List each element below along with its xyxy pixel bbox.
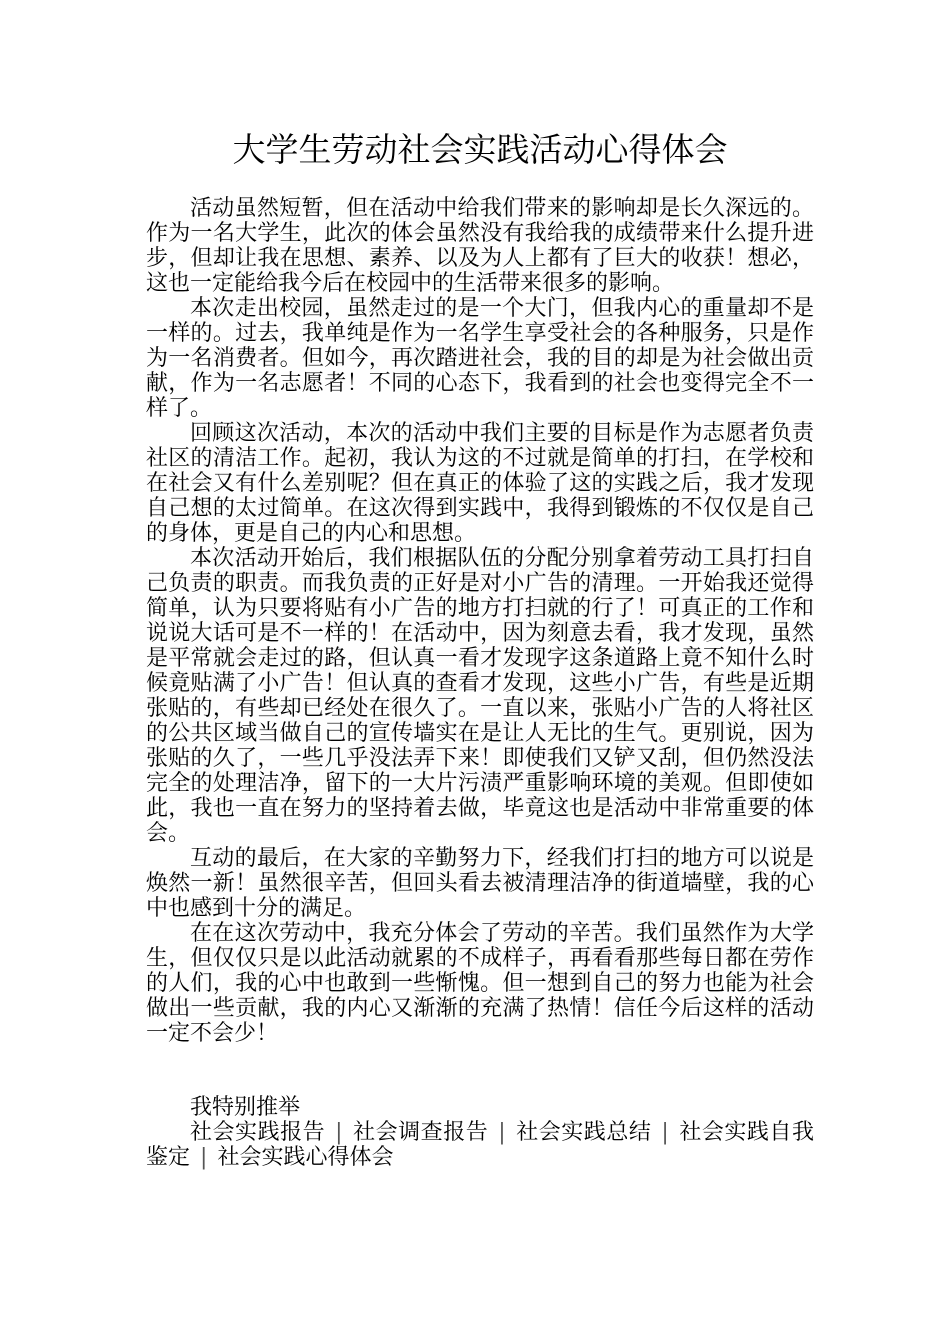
paragraph-3: 回顾这次活动，本次的活动中我们主要的目标是作为志愿者负责社区的清洁工作。起初，我认为这的不过就是简单的打扫，在学校和在社会又有什么差别呢？但在真正的体验了这的实践之后，我才发现自己想的太过简单。在这次得到实践中，我得到锻炼的不仅仅是自己的身体，更是自己的内心和思想。 bbox=[146, 421, 814, 546]
link-social-practice-reflections[interactable]: 社会实践心得体会 bbox=[217, 1145, 394, 1170]
link-social-practice-self-appraisal[interactable]: 社会实践自我鉴定 bbox=[146, 1120, 814, 1170]
document-body bbox=[146, 196, 814, 1046]
document-title: 大学生劳动社会实践活动心得体会 bbox=[232, 130, 728, 169]
link-social-practice-report[interactable]: 社会实践报告 bbox=[190, 1120, 326, 1145]
paragraph-5: 互动的最后，在大家的辛勤努力下，经我们打扫的地方可以说是焕然一新！虽然很辛苦，但回头看去被清理洁净的街道墙壁，我的心中也感到十分的满足。 bbox=[146, 846, 814, 921]
link-separator: | bbox=[335, 1120, 343, 1145]
paragraph-6: 在在这次劳动中，我充分体会了劳动的辛苦。我们虽然作为大学生，但仅仅只是以此活动就累的不成样子，再看看那些每日都在劳作的人们，我的心中也敢到一些惭愧。但一想到自己的努力也能为社会做出一些贡献，我的内心又渐渐的充满了热情！信任今后这样的活动一定不会少！ bbox=[146, 921, 814, 1046]
recommend-links bbox=[146, 1120, 814, 1170]
link-social-practice-summary[interactable]: 社会实践总结 bbox=[515, 1120, 652, 1145]
paragraph-4: 本次活动开始后，我们根据队伍的分配分别拿着劳动工具打扫自己负责的职责。而我负责的正好是对小广告的清理。一开始我还觉得简单，认为只要将贴有小广告的地方打扫就的行了！可真正的工作和说说大话可是不一样的！在活动中，因为刻意去看，我才发现，虽然是平常就会走过的路，但认真一看才发现字这条道路上竟不知什么时候竟贴满了小广告！但认真的查看才发现，这些小广告，有些是近期张贴的，有些却已经处在很久了。一直以来，张贴小广告的人将社区的公共区域当做自己的宣传墙实在是让人无比的生气。更别说，因为张贴的久了，一些几乎没法弄下来！即使我们又铲又刮，但仍然没法完全的处理洁净，留下的一大片污渍严重影响环境的美观。但即使如此，我也一直在努力的坚持着去做，毕竟这也是活动中非常重要的体会。 bbox=[146, 546, 814, 846]
recommend-section bbox=[146, 1095, 814, 1170]
link-separator: | bbox=[200, 1145, 208, 1170]
paragraph-2: 本次走出校园，虽然走过的是一个大门，但我内心的重量却不是一样的。过去，我单纯是作为一名学生享受社会的各种服务，只是作为一名消费者。但如今，再次踏进社会，我的目的却是为社会做出贡献，作为一名志愿者！不同的心态下，我看到的社会也变得完全不一样了。 bbox=[146, 296, 814, 421]
link-separator: | bbox=[498, 1120, 506, 1145]
paragraph-1: 活动虽然短暂，但在活动中给我们带来的影响却是长久深远的。作为一名大学生，此次的体会虽然没有我给我的成绩带来什么提升进步，但却让我在思想、素养、以及为人上都有了巨大的收获！想必，这也一定能给我今后在校园中的生活带来很多的影响。 bbox=[146, 196, 814, 296]
link-separator: | bbox=[661, 1120, 669, 1145]
recommend-heading: 我特别推举 bbox=[190, 1095, 301, 1120]
link-social-survey-report[interactable]: 社会调查报告 bbox=[352, 1120, 489, 1145]
